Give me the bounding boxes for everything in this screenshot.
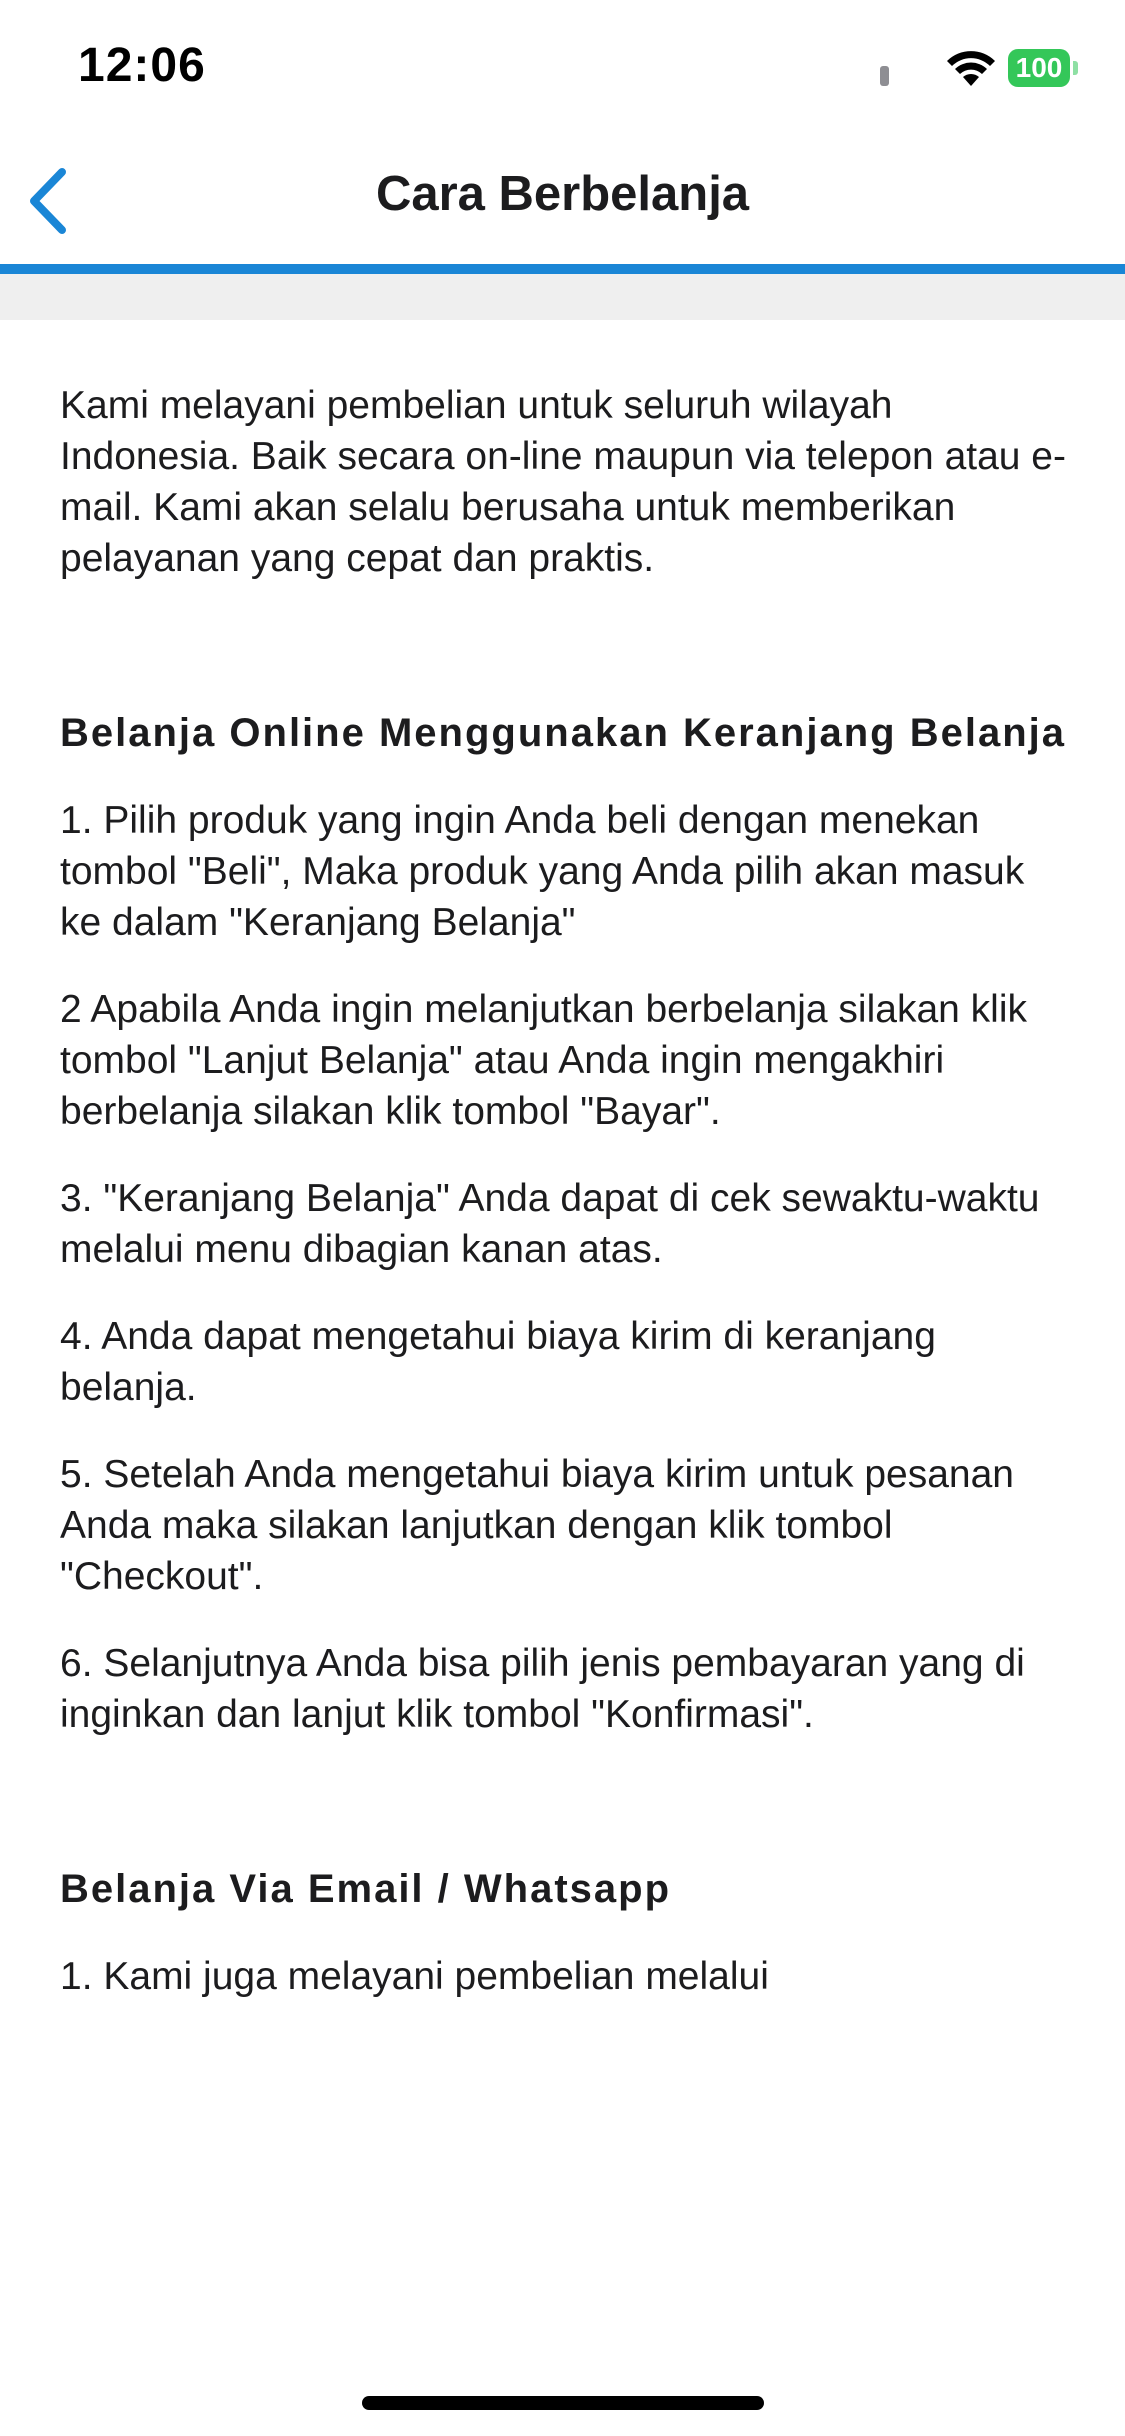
battery-icon: 100 (1008, 49, 1070, 87)
step-item: 5. Setelah Anda mengetahui biaya kirim untuk pesanan Anda maka silakan lanjutkan dengan klik tombol "Checkout". (60, 1453, 1014, 1598)
step-item: 3. "Keranjang Belanja" Anda dapat di cek sewaktu-waktu melalui menu dibagian kanan atas. (60, 1177, 1040, 1271)
content-body (60, 380, 1070, 2002)
battery-nub (1073, 61, 1078, 75)
step-item: 4. Anda dapat mengetahui biaya kirim di keranjang belanja. (60, 1315, 936, 1409)
status-time: 12:06 (78, 39, 206, 92)
wifi-icon (946, 50, 996, 88)
page-title: Cara Berbelanja (375, 167, 750, 221)
step-item: 6. Selanjutnya Anda bisa pilih jenis pembayaran yang di inginkan dan lanjut klik tombol "Konfirmasi". (60, 1642, 1025, 1736)
section-title-online: Belanja Online Menggunakan Keranjang Belanja (60, 711, 1066, 755)
intro-paragraph: Kami melayani pembelian untuk seluruh wilayah Indonesia. Baik secara on-line maupun via telepon atau e-mail. Kami akan selalu berusaha untuk memberikan pelayanan yang cepat dan praktis. (60, 384, 1066, 580)
nav-underline (0, 264, 1125, 274)
header-divider-band (0, 274, 1125, 320)
navigation-bar (0, 140, 1125, 264)
home-indicator[interactable] (362, 2396, 764, 2410)
step-item: 2 Apabila Anda ingin melanjutkan berbelanja silakan klik tombol "Lanjut Belanja" atau Anda ingin mengakhiri berbelanja silakan klik tombol "Bayar". (60, 988, 1027, 1133)
step-item: 1. Kami juga melayani pembelian melalui (60, 1955, 769, 1998)
status-bar (0, 0, 1125, 140)
signal-dot-icon (880, 66, 889, 86)
step-item: 1. Pilih produk yang ingin Anda beli dengan menekan tombol "Beli", Maka produk yang Anda pilih akan masuk ke dalam "Keranjang Belanja" (60, 799, 1025, 944)
section-title-email: Belanja Via Email / Whatsapp (60, 1867, 671, 1911)
